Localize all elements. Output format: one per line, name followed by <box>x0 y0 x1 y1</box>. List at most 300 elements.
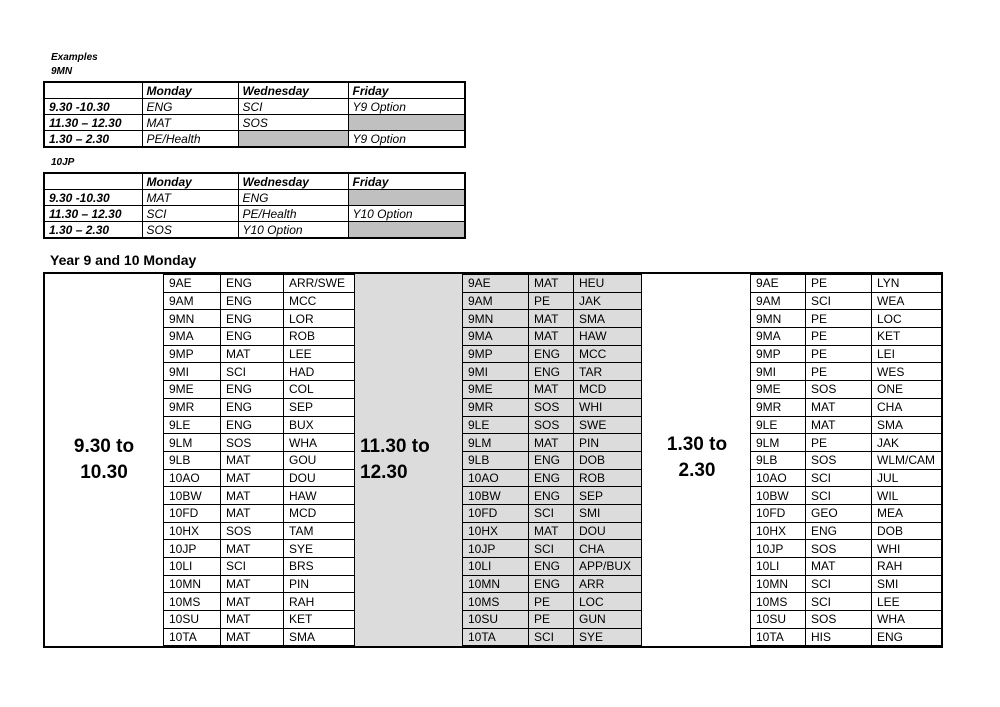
lesson-cell: SCI <box>142 206 238 222</box>
subject-cell: PE <box>806 363 872 381</box>
subject-cell: SOS <box>806 451 872 469</box>
subject-cell: PE <box>529 292 574 310</box>
class-code-cell: 9LE <box>463 416 529 434</box>
subject-cell: SOS <box>806 381 872 399</box>
class-code-cell: 10TA <box>463 628 529 646</box>
subject-cell: PE <box>806 434 872 452</box>
table-row <box>164 469 355 487</box>
teacher-cell: DOU <box>574 522 642 540</box>
class-code-cell: 9AM <box>751 292 806 310</box>
subject-cell: MAT <box>221 345 284 363</box>
subject-cell: ENG <box>529 363 574 381</box>
teacher-cell: WLM/CAM <box>872 451 942 469</box>
subject-cell: ENG <box>529 469 574 487</box>
class-code-cell: 10MN <box>751 575 806 593</box>
example-row <box>44 115 465 131</box>
table-row <box>751 611 942 629</box>
teacher-cell: WHI <box>872 540 942 558</box>
teacher-cell: KET <box>284 611 355 629</box>
lesson-cell: ENG <box>142 99 238 115</box>
table-row <box>164 558 355 576</box>
table-row <box>751 469 942 487</box>
table-row <box>164 416 355 434</box>
subject-cell: PE <box>806 328 872 346</box>
class-code-cell: 9MP <box>751 345 806 363</box>
session-time-start: 9.30 to <box>73 436 135 457</box>
table-row <box>751 416 942 434</box>
class-code-cell: 10FD <box>751 504 806 522</box>
class-code-cell: 10MS <box>164 593 221 611</box>
subject-cell: SOS <box>806 611 872 629</box>
header-cell <box>44 173 142 190</box>
teacher-cell: GUN <box>574 611 642 629</box>
teacher-cell: BRS <box>284 558 355 576</box>
subject-cell: SCI <box>806 292 872 310</box>
class-code-cell: 10AO <box>164 469 221 487</box>
session-time-label-2 <box>360 434 430 486</box>
session-time-label-1 <box>73 434 135 486</box>
subject-cell: ENG <box>221 275 284 293</box>
teacher-cell: LOC <box>574 593 642 611</box>
table-row <box>751 522 942 540</box>
class-code-cell: 9LM <box>751 434 806 452</box>
teacher-cell: SWE <box>574 416 642 434</box>
teacher-cell: WHA <box>284 434 355 452</box>
class-code-cell: 9MI <box>463 363 529 381</box>
header-cell <box>44 82 142 99</box>
time-slot: 9.30 -10.30 <box>44 190 142 206</box>
class-code-cell: 10TA <box>164 628 221 646</box>
teacher-cell: WES <box>872 363 942 381</box>
time-slot: 11.30 – 12.30 <box>44 115 142 131</box>
class-code-cell: 9MN <box>463 310 529 328</box>
teacher-cell: DOU <box>284 469 355 487</box>
teacher-cell: SMA <box>872 416 942 434</box>
class-code-cell: 9MP <box>463 345 529 363</box>
subject-cell: MAT <box>221 504 284 522</box>
lesson-cell: SOS <box>238 115 348 131</box>
teacher-cell: WEA <box>872 292 942 310</box>
session-table-3 <box>750 274 942 646</box>
session-time-label-3 <box>666 432 728 484</box>
teacher-cell: ROB <box>284 328 355 346</box>
teacher-cell: SMA <box>574 310 642 328</box>
teacher-cell: SEP <box>284 398 355 416</box>
teacher-cell: SMI <box>574 504 642 522</box>
example-row <box>44 99 465 115</box>
class-code-cell: 9ME <box>164 381 221 399</box>
table-row <box>751 540 942 558</box>
subject-cell: MAT <box>529 275 574 293</box>
class-code-cell: 10AO <box>463 469 529 487</box>
teacher-cell: JUL <box>872 469 942 487</box>
table-row <box>751 575 942 593</box>
teacher-cell: LOC <box>872 310 942 328</box>
class-code-cell: 9AE <box>751 275 806 293</box>
example-row <box>44 222 465 239</box>
subject-cell: PE <box>806 310 872 328</box>
table-row <box>751 363 942 381</box>
teacher-cell: SYE <box>284 540 355 558</box>
table-row <box>164 292 355 310</box>
table-row <box>463 398 642 416</box>
subject-cell: ENG <box>529 558 574 576</box>
subject-cell: MAT <box>806 416 872 434</box>
time-slot: 1.30 – 2.30 <box>44 222 142 239</box>
table-row <box>164 345 355 363</box>
subject-cell: SCI <box>806 469 872 487</box>
class-code-cell: 9AE <box>164 275 221 293</box>
subject-cell: MAT <box>529 310 574 328</box>
table-row <box>164 363 355 381</box>
class-code-cell: 10SU <box>751 611 806 629</box>
lesson-cell: Y9 Option <box>348 99 465 115</box>
lesson-cell: Y9 Option <box>348 131 465 148</box>
class-code-cell: 9AE <box>463 275 529 293</box>
table-row <box>164 575 355 593</box>
table-row <box>463 487 642 505</box>
subject-cell: MAT <box>221 611 284 629</box>
teacher-cell: SEP <box>574 487 642 505</box>
class-code-cell: 10AO <box>751 469 806 487</box>
subject-cell: ENG <box>221 416 284 434</box>
teacher-cell: PIN <box>574 434 642 452</box>
table-row <box>164 522 355 540</box>
class-code-cell: 10JP <box>164 540 221 558</box>
class-code-cell: 10LI <box>751 558 806 576</box>
subject-cell: SOS <box>529 416 574 434</box>
subject-cell: SOS <box>221 522 284 540</box>
table-row <box>463 363 642 381</box>
subject-cell: SCI <box>806 487 872 505</box>
teacher-cell: COL <box>284 381 355 399</box>
table-row <box>463 345 642 363</box>
class-code-cell: 9LB <box>463 451 529 469</box>
table-row <box>164 310 355 328</box>
table-row <box>463 310 642 328</box>
subject-cell: MAT <box>529 522 574 540</box>
class-code-cell: 10SU <box>164 611 221 629</box>
table-row <box>164 611 355 629</box>
subject-cell: MAT <box>221 540 284 558</box>
teacher-cell: ONE <box>872 381 942 399</box>
teacher-cell: APP/BUX <box>574 558 642 576</box>
teacher-cell: DOB <box>574 451 642 469</box>
session-time-end: 10.30 <box>80 462 128 483</box>
lesson-cell: Y10 Option <box>348 206 465 222</box>
table-row <box>463 469 642 487</box>
class-code-cell: 9AM <box>463 292 529 310</box>
class-code-cell: 9MN <box>751 310 806 328</box>
lesson-cell: SCI <box>238 99 348 115</box>
teacher-cell: MCC <box>574 345 642 363</box>
empty-lesson-cell <box>348 190 465 206</box>
class-code-cell: 10MN <box>463 575 529 593</box>
class-code-cell: 10FD <box>164 504 221 522</box>
teacher-cell: CHA <box>574 540 642 558</box>
subject-cell: MAT <box>221 487 284 505</box>
header-monday: Monday <box>142 82 238 99</box>
teacher-cell: WHA <box>872 611 942 629</box>
class-code-cell: 10JP <box>463 540 529 558</box>
subject-cell: PE <box>529 593 574 611</box>
subject-cell: ENG <box>221 310 284 328</box>
table-row <box>164 434 355 452</box>
header-friday: Friday <box>348 82 465 99</box>
session-time-end: 12.30 <box>360 462 408 483</box>
empty-lesson-cell <box>348 222 465 239</box>
class-code-cell: 10MS <box>463 593 529 611</box>
table-row <box>751 558 942 576</box>
table-row <box>463 504 642 522</box>
class-code-cell: 9LB <box>751 451 806 469</box>
teacher-cell: SMA <box>284 628 355 646</box>
teacher-cell: LYN <box>872 275 942 293</box>
table-row <box>164 540 355 558</box>
subject-cell: HIS <box>806 628 872 646</box>
class-code-cell: 10HX <box>751 522 806 540</box>
table-row <box>463 275 642 293</box>
lesson-cell: ENG <box>238 190 348 206</box>
table-row <box>751 328 942 346</box>
class-code-cell: 9MA <box>463 328 529 346</box>
subject-cell: SCI <box>529 628 574 646</box>
table-row <box>463 593 642 611</box>
example-header-row <box>44 82 465 99</box>
time-slot: 11.30 – 12.30 <box>44 206 142 222</box>
subject-cell: SCI <box>221 558 284 576</box>
table-row <box>751 398 942 416</box>
teacher-cell: LEE <box>872 593 942 611</box>
table-row <box>751 593 942 611</box>
lesson-cell: SOS <box>142 222 238 239</box>
teacher-cell: WHI <box>574 398 642 416</box>
class-code-cell: 10SU <box>463 611 529 629</box>
session-time-start: 1.30 to <box>666 434 728 455</box>
class-code-cell: 9AM <box>164 292 221 310</box>
session-table-1 <box>163 274 355 646</box>
class-code-cell: 10FD <box>463 504 529 522</box>
class-code-cell: 9LE <box>164 416 221 434</box>
class-code-cell: 10LI <box>164 558 221 576</box>
teacher-cell: CHA <box>872 398 942 416</box>
teacher-cell: JAK <box>574 292 642 310</box>
table-row <box>164 504 355 522</box>
teacher-cell: LEE <box>284 345 355 363</box>
table-row <box>463 292 642 310</box>
empty-lesson-cell <box>348 115 465 131</box>
lesson-cell: Y10 Option <box>238 222 348 239</box>
table-row <box>463 558 642 576</box>
class-code-cell: 10TA <box>751 628 806 646</box>
subject-cell: ENG <box>221 381 284 399</box>
teacher-cell: HAW <box>574 328 642 346</box>
example-class-label-10jp: 10JP <box>51 157 75 168</box>
table-row <box>751 345 942 363</box>
table-row <box>463 328 642 346</box>
subject-cell: MAT <box>221 575 284 593</box>
subject-cell: PE <box>806 345 872 363</box>
subject-cell: ENG <box>529 575 574 593</box>
teacher-cell: HEU <box>574 275 642 293</box>
table-row <box>463 451 642 469</box>
teacher-cell: MCD <box>574 381 642 399</box>
class-code-cell: 9MA <box>164 328 221 346</box>
lesson-cell: MAT <box>142 115 238 131</box>
subject-cell: SCI <box>806 593 872 611</box>
table-row <box>463 575 642 593</box>
subject-cell: ENG <box>221 292 284 310</box>
example-table-10jp <box>43 172 466 239</box>
subject-cell: PE <box>806 275 872 293</box>
subject-cell: ENG <box>529 451 574 469</box>
class-code-cell: 9MR <box>751 398 806 416</box>
table-row <box>463 381 642 399</box>
class-code-cell: 9LM <box>463 434 529 452</box>
header-friday: Friday <box>348 173 465 190</box>
header-monday: Monday <box>142 173 238 190</box>
class-code-cell: 9LM <box>164 434 221 452</box>
subject-cell: ENG <box>221 398 284 416</box>
lesson-cell: PE/Health <box>238 206 348 222</box>
table-row <box>164 628 355 646</box>
header-wednesday: Wednesday <box>238 173 348 190</box>
subject-cell: SCI <box>806 575 872 593</box>
table-row <box>164 275 355 293</box>
table-row <box>751 275 942 293</box>
table-row <box>751 381 942 399</box>
subject-cell: GEO <box>806 504 872 522</box>
table-row <box>164 328 355 346</box>
teacher-cell: MCC <box>284 292 355 310</box>
subject-cell: PE <box>529 611 574 629</box>
teacher-cell: WIL <box>872 487 942 505</box>
teacher-cell: BUX <box>284 416 355 434</box>
subject-cell: SCI <box>529 540 574 558</box>
table-row <box>463 522 642 540</box>
teacher-cell: ARR/SWE <box>284 275 355 293</box>
header-wednesday: Wednesday <box>238 82 348 99</box>
example-header-row <box>44 173 465 190</box>
class-code-cell: 10HX <box>463 522 529 540</box>
lesson-cell: MAT <box>142 190 238 206</box>
teacher-cell: JAK <box>872 434 942 452</box>
class-code-cell: 9LB <box>164 451 221 469</box>
class-code-cell: 9MA <box>751 328 806 346</box>
table-row <box>751 310 942 328</box>
class-code-cell: 10BW <box>751 487 806 505</box>
table-row <box>751 434 942 452</box>
class-code-cell: 9MN <box>164 310 221 328</box>
subject-cell: ENG <box>806 522 872 540</box>
teacher-cell: GOU <box>284 451 355 469</box>
teacher-cell: LEI <box>872 345 942 363</box>
subject-cell: MAT <box>221 628 284 646</box>
table-row <box>463 434 642 452</box>
time-slot: 9.30 -10.30 <box>44 99 142 115</box>
example-row <box>44 190 465 206</box>
teacher-cell: ENG <box>872 628 942 646</box>
table-row <box>751 628 942 646</box>
teacher-cell: ROB <box>574 469 642 487</box>
subject-cell: ENG <box>529 345 574 363</box>
class-code-cell: 10BW <box>463 487 529 505</box>
teacher-cell: DOB <box>872 522 942 540</box>
example-row <box>44 206 465 222</box>
session-time-start: 11.30 to <box>360 436 430 457</box>
time-slot: 1.30 – 2.30 <box>44 131 142 148</box>
teacher-cell: ARR <box>574 575 642 593</box>
teacher-cell: TAR <box>574 363 642 381</box>
subject-cell: MAT <box>221 593 284 611</box>
subject-cell: SOS <box>529 398 574 416</box>
table-row <box>751 504 942 522</box>
table-row <box>751 292 942 310</box>
teacher-cell: KET <box>872 328 942 346</box>
class-code-cell: 10MN <box>164 575 221 593</box>
empty-lesson-cell <box>238 131 348 148</box>
session-table-2 <box>462 274 642 646</box>
subject-cell: MAT <box>529 434 574 452</box>
class-code-cell: 9LE <box>751 416 806 434</box>
teacher-cell: RAH <box>284 593 355 611</box>
table-row <box>463 611 642 629</box>
subject-cell: SCI <box>529 504 574 522</box>
subject-cell: SCI <box>221 363 284 381</box>
teacher-cell: SMI <box>872 575 942 593</box>
class-code-cell: 10LI <box>463 558 529 576</box>
table-row <box>164 398 355 416</box>
subject-cell: SOS <box>806 540 872 558</box>
lesson-cell: PE/Health <box>142 131 238 148</box>
teacher-cell: RAH <box>872 558 942 576</box>
table-row <box>751 487 942 505</box>
subject-cell: MAT <box>221 451 284 469</box>
teacher-cell: PIN <box>284 575 355 593</box>
teacher-cell: HAD <box>284 363 355 381</box>
teacher-cell: SYE <box>574 628 642 646</box>
subject-cell: ENG <box>221 328 284 346</box>
example-table-9mn <box>43 81 466 148</box>
class-code-cell: 9MI <box>164 363 221 381</box>
session-time-end: 2.30 <box>678 460 716 481</box>
table-row <box>463 628 642 646</box>
table-row <box>164 381 355 399</box>
subject-cell: MAT <box>529 328 574 346</box>
class-code-cell: 9MP <box>164 345 221 363</box>
class-code-cell: 10MS <box>751 593 806 611</box>
examples-label: Examples <box>51 52 98 63</box>
class-code-cell: 9ME <box>463 381 529 399</box>
subject-cell: MAT <box>806 558 872 576</box>
class-code-cell: 9MR <box>164 398 221 416</box>
class-code-cell: 9MR <box>463 398 529 416</box>
example-row <box>44 131 465 148</box>
subject-cell: MAT <box>221 469 284 487</box>
subject-cell: MAT <box>529 381 574 399</box>
teacher-cell: TAM <box>284 522 355 540</box>
class-code-cell: 10BW <box>164 487 221 505</box>
page-title: Year 9 and 10 Monday <box>50 252 197 268</box>
example-class-label-9mn: 9MN <box>51 66 73 77</box>
table-row <box>751 451 942 469</box>
teacher-cell: MEA <box>872 504 942 522</box>
subject-cell: ENG <box>529 487 574 505</box>
table-row <box>164 487 355 505</box>
table-row <box>164 451 355 469</box>
table-row <box>463 540 642 558</box>
class-code-cell: 10HX <box>164 522 221 540</box>
